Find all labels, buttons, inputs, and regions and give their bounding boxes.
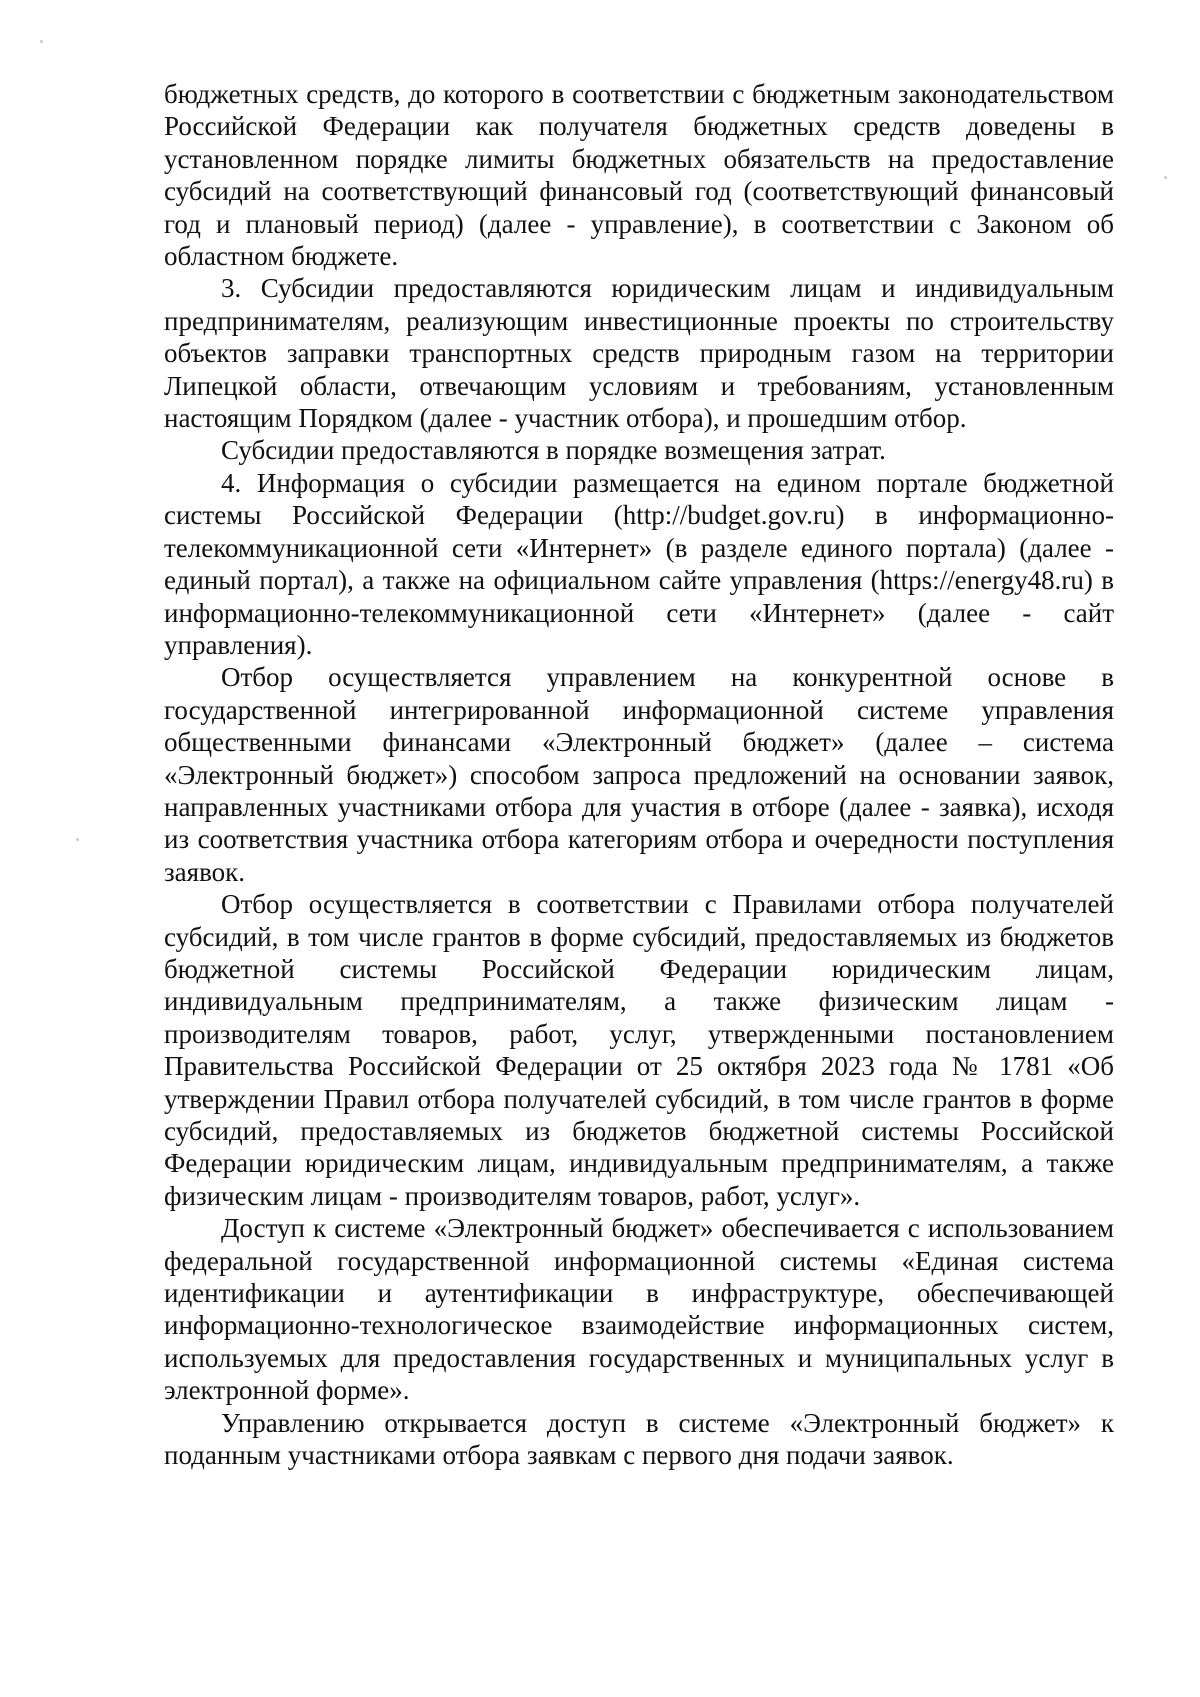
- paragraph-3: Субсидии предоставляются в порядке возмещения затрат.: [221, 435, 886, 466]
- document-body: [164, 78, 1114, 1471]
- paragraph-2: 3. Субсидии предоставляются юридическим лицам и индивидуальным предпринимателям, реализующим инвестиционные проекты по строительству объектов заправки транспортных средств природным газом на территории Липецкой области, отвечающим условиям и требованиям, установленным настоящим Порядком (далее - участник отбора), и прошедшим отбор.: [164, 273, 1114, 434]
- paragraph-1: бюджетных средств, до которого в соответствии с бюджетным законодательством Российской Федерации как получателя бюджетных средств доведены в установленном порядке лимиты бюджетных обязательств на предоставление субсидий на соответствующий финансовый год (соответствующий финансовый год и плановый период) (далее - управление), в соответствии с Законом об областном бюджете.: [164, 79, 1114, 272]
- scan-speck: [40, 40, 43, 43]
- paragraph-7: Доступ к системе «Электронный бюджет» обеспечивается с использованием федеральной государственной информационной системы «Единая система идентификации и аутентификации в инфраструктуре, обеспечивающей информационно-технологическое взаимодействие информационных систем, используемых для предоставления государственных и муниципальных услуг в электронной форме».: [164, 1213, 1114, 1406]
- paragraph-4: 4. Информация о субсидии размещается на едином портале бюджетной системы Российской Федерации (http://budget.gov.ru) в информационно-телекоммуникационной сети «Интернет» (в разделе единого портала) (далее - единый портал), а также на официальном сайте управления (https://energy48.ru) в информационно-телекоммуникационной сети «Интернет» (далее - сайт управления).: [164, 467, 1114, 660]
- scan-speck: [1164, 176, 1167, 179]
- paragraph-8: Управлению открывается доступ в системе «Электронный бюджет» к поданным участниками отбора заявкам с первого дня подачи заявок.: [164, 1407, 1114, 1471]
- paragraph-5: Отбор осуществляется управлением на конкурентной основе в государственной интегрированной информационной системе управления общественными финансами «Электронный бюджет» (далее – система «Электронный бюджет») способом запроса предложений на основании заявок, направленных участниками отбора для участия в отборе (далее - заявка), исходя из соответствия участника отбора категориям отбора и очередности поступления заявок.: [164, 662, 1114, 887]
- scan-speck: [76, 838, 79, 841]
- paragraph-6: Отбор осуществляется в соответствии с Правилами отбора получателей субсидий, в том числе грантов в форме субсидий, предоставляемых из бюджетов бюджетной системы Российской Федерации юридическим лицам, индивидуальным предпринимателям, а также физическим лицам - производителям товаров, работ, услуг, утвержденными постановлением Правительства Российской Федерации от 25 октября 2023 года № 1781 «Об утверждении Правил отбора получателей субсидий, в том числе грантов в форме субсидий, предоставляемых из бюджетов бюджетной системы Российской Федерации юридическим лицам, индивидуальным предпринимателям, а также физическим лицам - производителям товаров, работ, услуг».: [164, 889, 1114, 1211]
